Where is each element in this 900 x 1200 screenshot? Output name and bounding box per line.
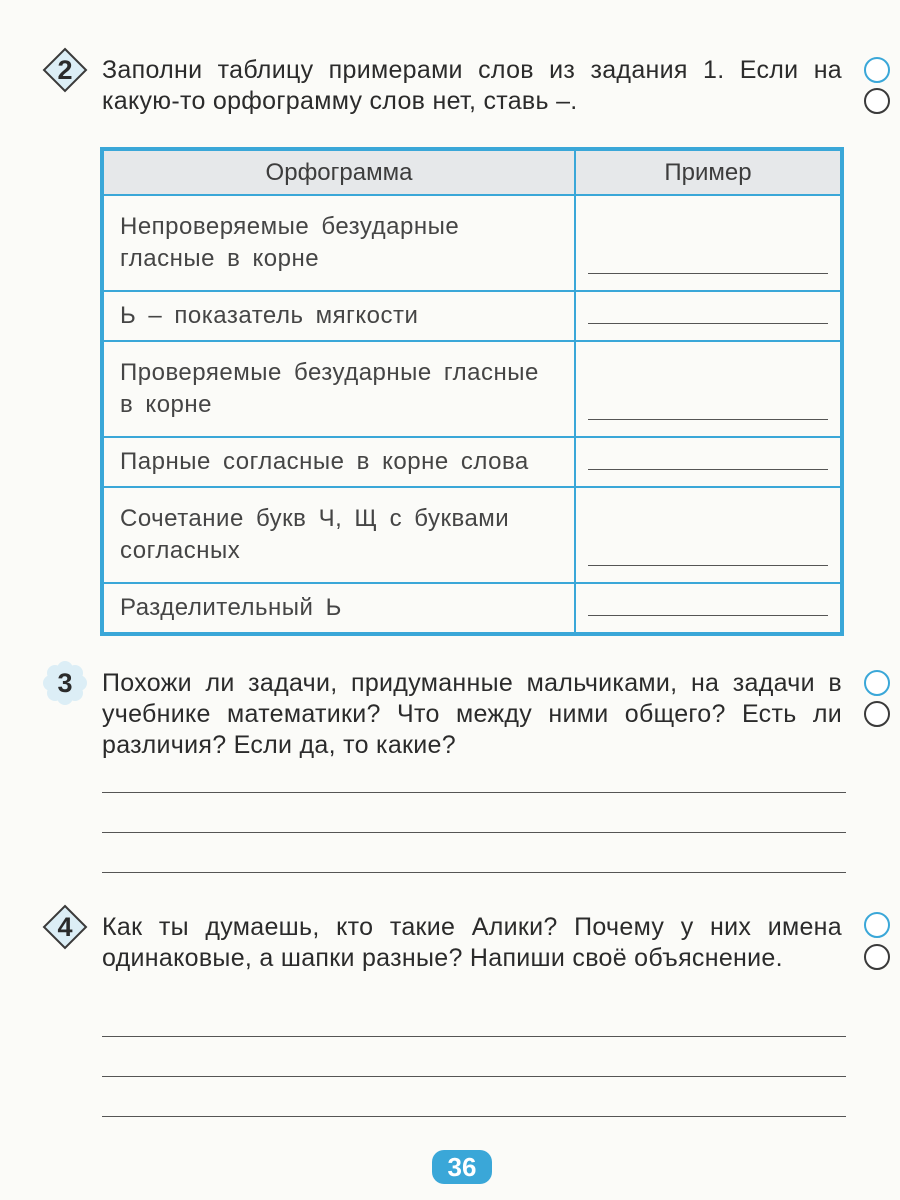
- table-row: [103, 583, 841, 633]
- table-row: [103, 341, 841, 437]
- answer-line[interactable]: [102, 792, 846, 793]
- task-number: 4: [57, 912, 73, 942]
- example-answer-cell[interactable]: [575, 195, 841, 291]
- answer-line: [588, 469, 828, 470]
- example-answer-cell[interactable]: [575, 487, 841, 583]
- answer-line: [588, 615, 828, 616]
- task-instruction: Похожи ли задачи, придуманные мальчиками, на задачи в учебнике математики? Что между ними общего? Есть ли различия? Если да, то какие?: [102, 669, 842, 759]
- example-answer-cell[interactable]: [575, 437, 841, 487]
- answer-line: [588, 273, 828, 274]
- task-number: 2: [57, 55, 73, 85]
- spelling-rule-cell: Разделительный Ь: [103, 583, 575, 633]
- teacher-check-circle[interactable]: [864, 701, 890, 727]
- table-row: [103, 437, 841, 487]
- answer-line[interactable]: [102, 1116, 846, 1117]
- spelling-rule-cell: Проверяемые безударные гласные в корне: [103, 341, 575, 437]
- task-instruction: Как ты думаешь, кто такие Алики? Почему у них имена одинаковые, а шапки разные? Напиши своё объяснение.: [102, 913, 842, 972]
- example-answer-cell[interactable]: [575, 583, 841, 633]
- answer-line: [588, 419, 828, 420]
- spelling-rule-cell: Парные согласные в корне слова: [103, 437, 575, 487]
- answer-line[interactable]: [102, 872, 846, 873]
- page-number: 36: [432, 1150, 492, 1184]
- column-header: Пример: [575, 150, 841, 195]
- answer-line[interactable]: [102, 832, 846, 833]
- example-answer-cell[interactable]: [575, 341, 841, 437]
- task-number-badge: [42, 660, 88, 706]
- table-row: [103, 487, 841, 583]
- table-row: [103, 195, 841, 291]
- spelling-rule-cell: Сочетание букв Ч, Щ с буквами согласных: [103, 487, 575, 583]
- answer-line[interactable]: [102, 1036, 846, 1037]
- task-number: 3: [57, 668, 73, 698]
- task-number-badge: [42, 904, 88, 950]
- spelling-table: [100, 147, 844, 636]
- column-header: Орфограмма: [103, 150, 575, 195]
- example-answer-cell[interactable]: [575, 291, 841, 341]
- self-check-circle[interactable]: [864, 912, 890, 938]
- task-instruction: Заполни таблицу примерами слов из задания 1. Если на какую-то орфограмму слов нет, ставь –.: [102, 56, 842, 115]
- self-check-circle[interactable]: [864, 57, 890, 83]
- answer-line: [588, 565, 828, 566]
- teacher-check-circle[interactable]: [864, 88, 890, 114]
- answer-line[interactable]: [102, 1076, 846, 1077]
- task-number-badge: [42, 47, 88, 93]
- self-check-circle[interactable]: [864, 670, 890, 696]
- table-row: [103, 291, 841, 341]
- spelling-rule-cell: Непроверяемые безударные гласные в корне: [103, 195, 575, 291]
- answer-line: [588, 323, 828, 324]
- spelling-rule-cell: Ь – показатель мягкости: [103, 291, 575, 341]
- teacher-check-circle[interactable]: [864, 944, 890, 970]
